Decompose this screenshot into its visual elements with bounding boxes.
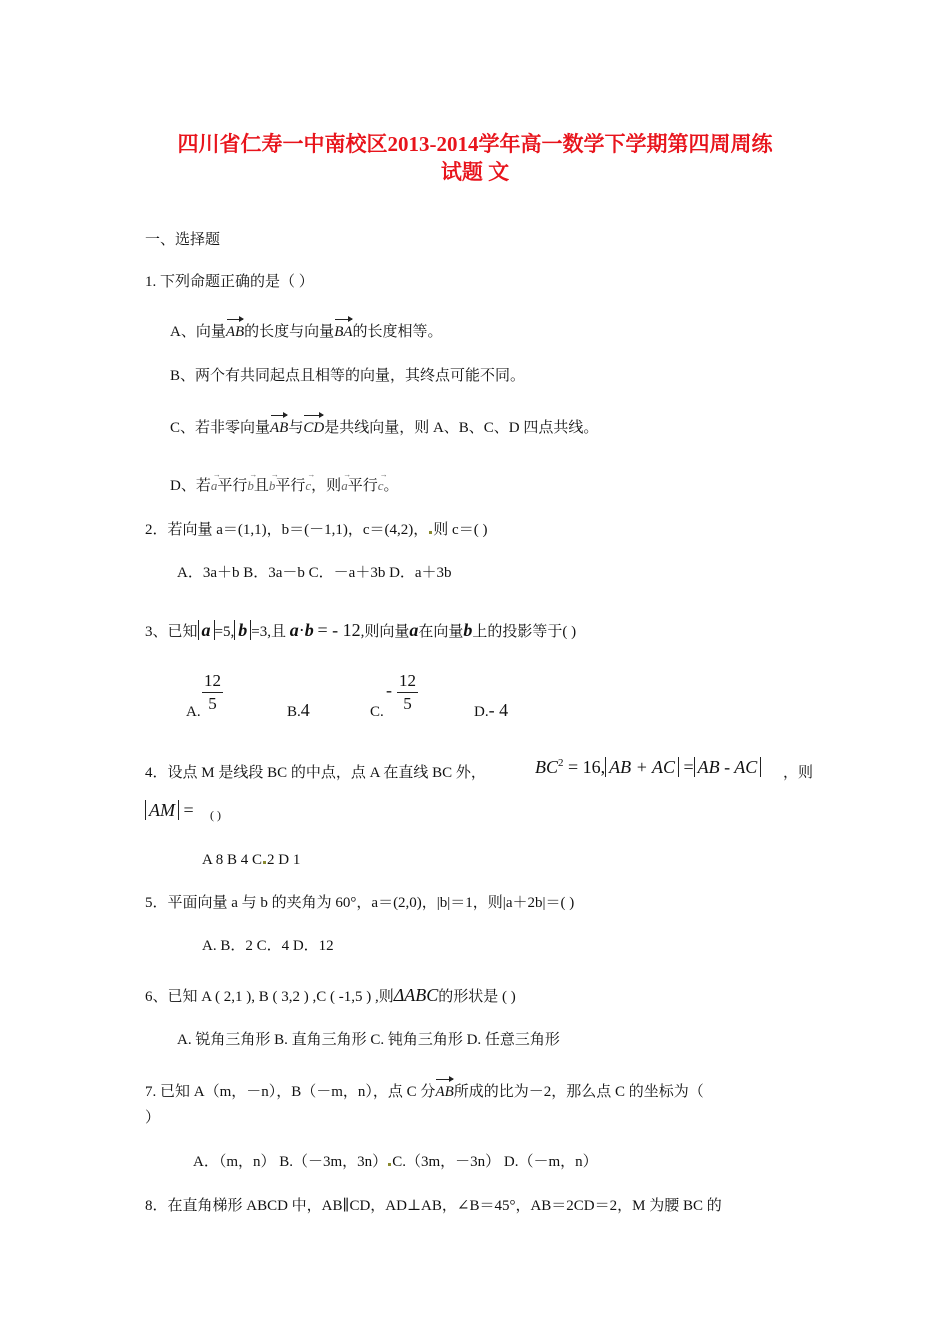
q3-text: 上的投影等于( ) bbox=[472, 624, 577, 640]
q4-options-a: A 8 B 4 C bbox=[202, 852, 263, 868]
q3-text: 在向量 bbox=[418, 624, 464, 640]
q5-options: A. B．2 C．4 D．12 bbox=[202, 938, 334, 954]
vector-b: b bbox=[463, 620, 473, 640]
q7-options-b: C.（3m，－3n） D.（－m，n） bbox=[392, 1154, 598, 1170]
numerator: 12 bbox=[202, 670, 223, 693]
q4-eq: = 16, bbox=[568, 757, 606, 777]
q3-option-d-value: - 4 bbox=[488, 700, 509, 720]
abs-a: a bbox=[198, 620, 215, 640]
vector-b: → b bbox=[247, 476, 254, 496]
q6-stem bbox=[145, 985, 516, 1007]
q1-option-d bbox=[170, 476, 399, 496]
q6-stem-post: 的形状是 ( ) bbox=[438, 989, 516, 1005]
triangle-abc: ΔABC bbox=[393, 985, 439, 1005]
vector-a: a bbox=[409, 620, 419, 640]
q7-options bbox=[193, 1152, 598, 1172]
q7-pre: 7. 已知 A（m，－n），B（－m，n），点 C 分 bbox=[145, 1084, 436, 1100]
q2-options: A．3a＋b B．3a－b C．－a＋3b D．a＋3b bbox=[177, 565, 452, 581]
ink-dot bbox=[263, 861, 266, 864]
abs-am: AM bbox=[145, 800, 179, 820]
doc-title-line1: 四川省仁寿一中南校区2013-2014学年高一数学下学期第四周周练 bbox=[177, 132, 773, 156]
q7-options-a: A．（m，n） B.（－3m，3n） bbox=[193, 1154, 388, 1170]
q1-d-text: 平行 bbox=[275, 478, 306, 494]
q1-option-b: B、两个有共同起点且相等的向量，其终点可能不同。 bbox=[170, 368, 526, 384]
q1-c-post: 是共线向量，则 A、B、C、D 四点共线。 bbox=[324, 420, 599, 436]
q1-a-pre: A、向量 bbox=[170, 324, 226, 340]
ink-dot bbox=[388, 1163, 391, 1166]
q1-d-text: ，则 bbox=[311, 478, 342, 494]
q4-eq: = bbox=[683, 757, 694, 777]
vector-c: → c bbox=[378, 476, 384, 496]
fraction-12-5 bbox=[397, 670, 418, 715]
doc-title-line2: 试题 文 bbox=[440, 160, 510, 184]
q3-option-b-value: 4 bbox=[300, 700, 310, 720]
q2-stem bbox=[145, 520, 487, 540]
q1-d-text: 且 bbox=[253, 478, 269, 494]
q1-d-text: 平行 bbox=[347, 478, 378, 494]
q3-text: =3,且 bbox=[251, 624, 286, 640]
q3-option-c-label: C. bbox=[370, 704, 384, 720]
dot-operator: · bbox=[298, 620, 305, 640]
q4-paren: ( ) bbox=[210, 808, 221, 822]
q3-option-d-label: D. bbox=[474, 704, 489, 720]
vector-ab: AB bbox=[435, 1084, 454, 1100]
vector-a: a bbox=[289, 620, 299, 640]
abs-ab-plus-ac: AB + AC bbox=[605, 757, 679, 777]
numerator: 12 bbox=[397, 670, 418, 693]
q1-a-mid: 的长度与向量 bbox=[244, 324, 335, 340]
q1-c-pre: C、若非零向量 bbox=[170, 420, 271, 436]
q3-stem bbox=[145, 620, 576, 642]
q4-tail: ，则 bbox=[783, 765, 814, 781]
denominator: 5 bbox=[208, 694, 217, 713]
minus-sign: - bbox=[386, 680, 392, 700]
abs-ab-minus-ac: AB - AC bbox=[694, 757, 762, 777]
q3-pre: 3、已知 bbox=[145, 624, 198, 640]
q1-d-text: 。 bbox=[383, 478, 399, 494]
vector-cd: CD bbox=[303, 420, 325, 436]
q3-option-d bbox=[474, 700, 508, 722]
q4-eq: = bbox=[183, 800, 194, 820]
vector-b: b bbox=[304, 620, 314, 640]
q1-stem: 1. 下列命题正确的是（ ） bbox=[145, 274, 314, 290]
q3-option-b-label: B. bbox=[287, 704, 301, 720]
vector-b: → b bbox=[269, 476, 276, 496]
ink-dot bbox=[429, 531, 432, 534]
q1-d-pre: D、若 bbox=[170, 478, 211, 494]
q6-options: A. 锐角三角形 B. 直角三角形 C. 钝角三角形 D. 任意三角形 bbox=[177, 1032, 560, 1048]
q7-post: 所成的比为－2，那么点 C 的坐标为（ bbox=[453, 1084, 704, 1100]
q4-stem: 4．设点 M 是线段 BC 的中点，点 A 在直线 BC 外， bbox=[145, 765, 486, 781]
section-heading: 一、选择题 bbox=[145, 232, 221, 248]
q2-stem-a: 2．若向量 a＝(1,1)，b＝(－1,1)，c＝(4,2)， bbox=[145, 522, 429, 538]
vector-ba: BA bbox=[334, 324, 353, 340]
vector-c: → c bbox=[305, 476, 311, 496]
q1-c-mid: 与 bbox=[288, 420, 304, 436]
q4-am bbox=[145, 800, 194, 820]
vector-a: → a bbox=[211, 476, 218, 496]
q1-a-post: 的长度相等。 bbox=[352, 324, 443, 340]
bc: BC bbox=[535, 757, 559, 777]
q4-options bbox=[202, 850, 300, 870]
denominator: 5 bbox=[403, 694, 412, 713]
q6-stem-pre: 6、已知 A ( 2,1 ), B ( 3,2 ) ,C ( -1,5 ) ,则 bbox=[145, 989, 394, 1005]
q1-option-c bbox=[170, 418, 598, 438]
fraction-12-5 bbox=[202, 670, 223, 715]
q5-stem: 5．平面向量 a 与 b 的夹角为 60°，a＝(2,0)，|b|＝1，则|a＋2b|＝( ) bbox=[145, 895, 575, 911]
q4-options-b: 2 D 1 bbox=[267, 852, 301, 868]
q2-stem-b: 则 c＝( ) bbox=[433, 522, 488, 538]
dot-value: = - 12 bbox=[317, 620, 361, 640]
q8-stem: 8．在直角梯形 ABCD 中，AB∥CD，AD⊥AB，∠B＝45°，AB＝2CD＝2，M 为腰 BC 的 bbox=[145, 1198, 722, 1214]
q4-formula bbox=[535, 753, 761, 777]
q1-option-a bbox=[170, 322, 443, 342]
q3-option-a-label: A. bbox=[186, 704, 201, 720]
vector-ab: AB bbox=[225, 324, 245, 340]
vector-a: → a bbox=[341, 476, 348, 496]
q7-stem-line2: ） bbox=[145, 1110, 161, 1126]
exponent: 2 bbox=[558, 757, 564, 769]
q3-option-b bbox=[287, 700, 310, 722]
q3-text: =5, bbox=[214, 624, 235, 640]
abs-b: b bbox=[234, 620, 251, 640]
q3-text: ,则向量 bbox=[360, 624, 410, 640]
vector-ab: AB bbox=[270, 420, 289, 436]
q7-stem bbox=[145, 1082, 704, 1102]
q1-d-text: 平行 bbox=[217, 478, 248, 494]
